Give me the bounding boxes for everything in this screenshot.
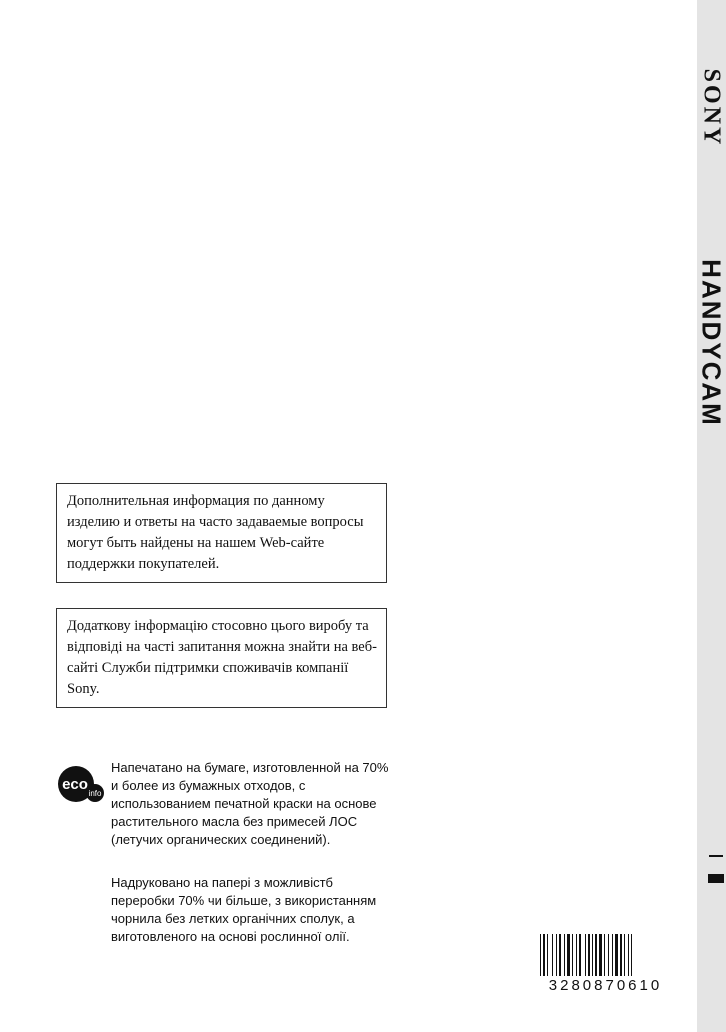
barcode-bar bbox=[599, 934, 602, 976]
support-info-ukrainian bbox=[56, 608, 387, 708]
side-mark-thin bbox=[709, 855, 723, 857]
barcode-bar bbox=[592, 934, 593, 976]
barcode-bar bbox=[572, 934, 573, 976]
barcode-bar bbox=[604, 934, 605, 976]
sony-logo: SONY bbox=[698, 68, 725, 148]
barcode-bar bbox=[559, 934, 561, 976]
barcode-bar bbox=[588, 934, 590, 976]
barcode-bar bbox=[543, 934, 545, 976]
support-info-ukrainian-text: Додаткову інформацію стосовно цього виробу та відповіді на часті запитання можна знайти на веб-сайті Служби підтримки споживачів компанії Sony. bbox=[67, 618, 377, 697]
barcode-bar bbox=[628, 934, 629, 976]
barcode-bar bbox=[579, 934, 581, 976]
barcode-bar bbox=[540, 934, 541, 976]
barcode-bar bbox=[620, 934, 622, 976]
eco-info-icon bbox=[57, 764, 107, 806]
eco-logo-word: eco bbox=[62, 776, 88, 793]
barcode-bar bbox=[608, 934, 609, 976]
eco-text-ukrainian: Надруковано на папері з можливістб переробки 70% чи більше, з використанням чорнила без летких органічних сполук, а виготовленого на основі рослинної олії. bbox=[111, 875, 377, 944]
barcode-bar bbox=[567, 934, 570, 976]
eco-text-russian: Напечатано на бумаге, изготовленной на 70% и более из бумажных отходов, с использованием печатной краски на основе растительного масла без примесей ЛОС (летучих органических соединений). bbox=[111, 760, 389, 847]
barcode bbox=[540, 934, 671, 976]
side-mark-thick bbox=[708, 874, 724, 883]
barcode-bar bbox=[585, 934, 586, 976]
barcode-bar bbox=[595, 934, 597, 976]
barcode-bar bbox=[564, 934, 565, 976]
barcode-bar bbox=[612, 934, 613, 976]
barcode-bar bbox=[576, 934, 577, 976]
barcode-bar bbox=[556, 934, 557, 976]
support-info-russian-text: Дополнительная информация по данному изделию и ответы на часто задаваемые вопросы могут быть найдены на нашем Web-сайте поддержки покупателей. bbox=[67, 493, 364, 572]
barcode-bar bbox=[615, 934, 618, 976]
eco-logo-sub: info bbox=[88, 789, 102, 798]
barcode-bar bbox=[552, 934, 553, 976]
barcode-bar bbox=[624, 934, 625, 976]
barcode-bar bbox=[631, 934, 632, 976]
support-info-russian bbox=[56, 483, 387, 583]
barcode-bar bbox=[547, 934, 548, 976]
handycam-logo: HANDYCAM bbox=[696, 259, 726, 427]
barcode-number: 3280870610 bbox=[548, 977, 663, 994]
